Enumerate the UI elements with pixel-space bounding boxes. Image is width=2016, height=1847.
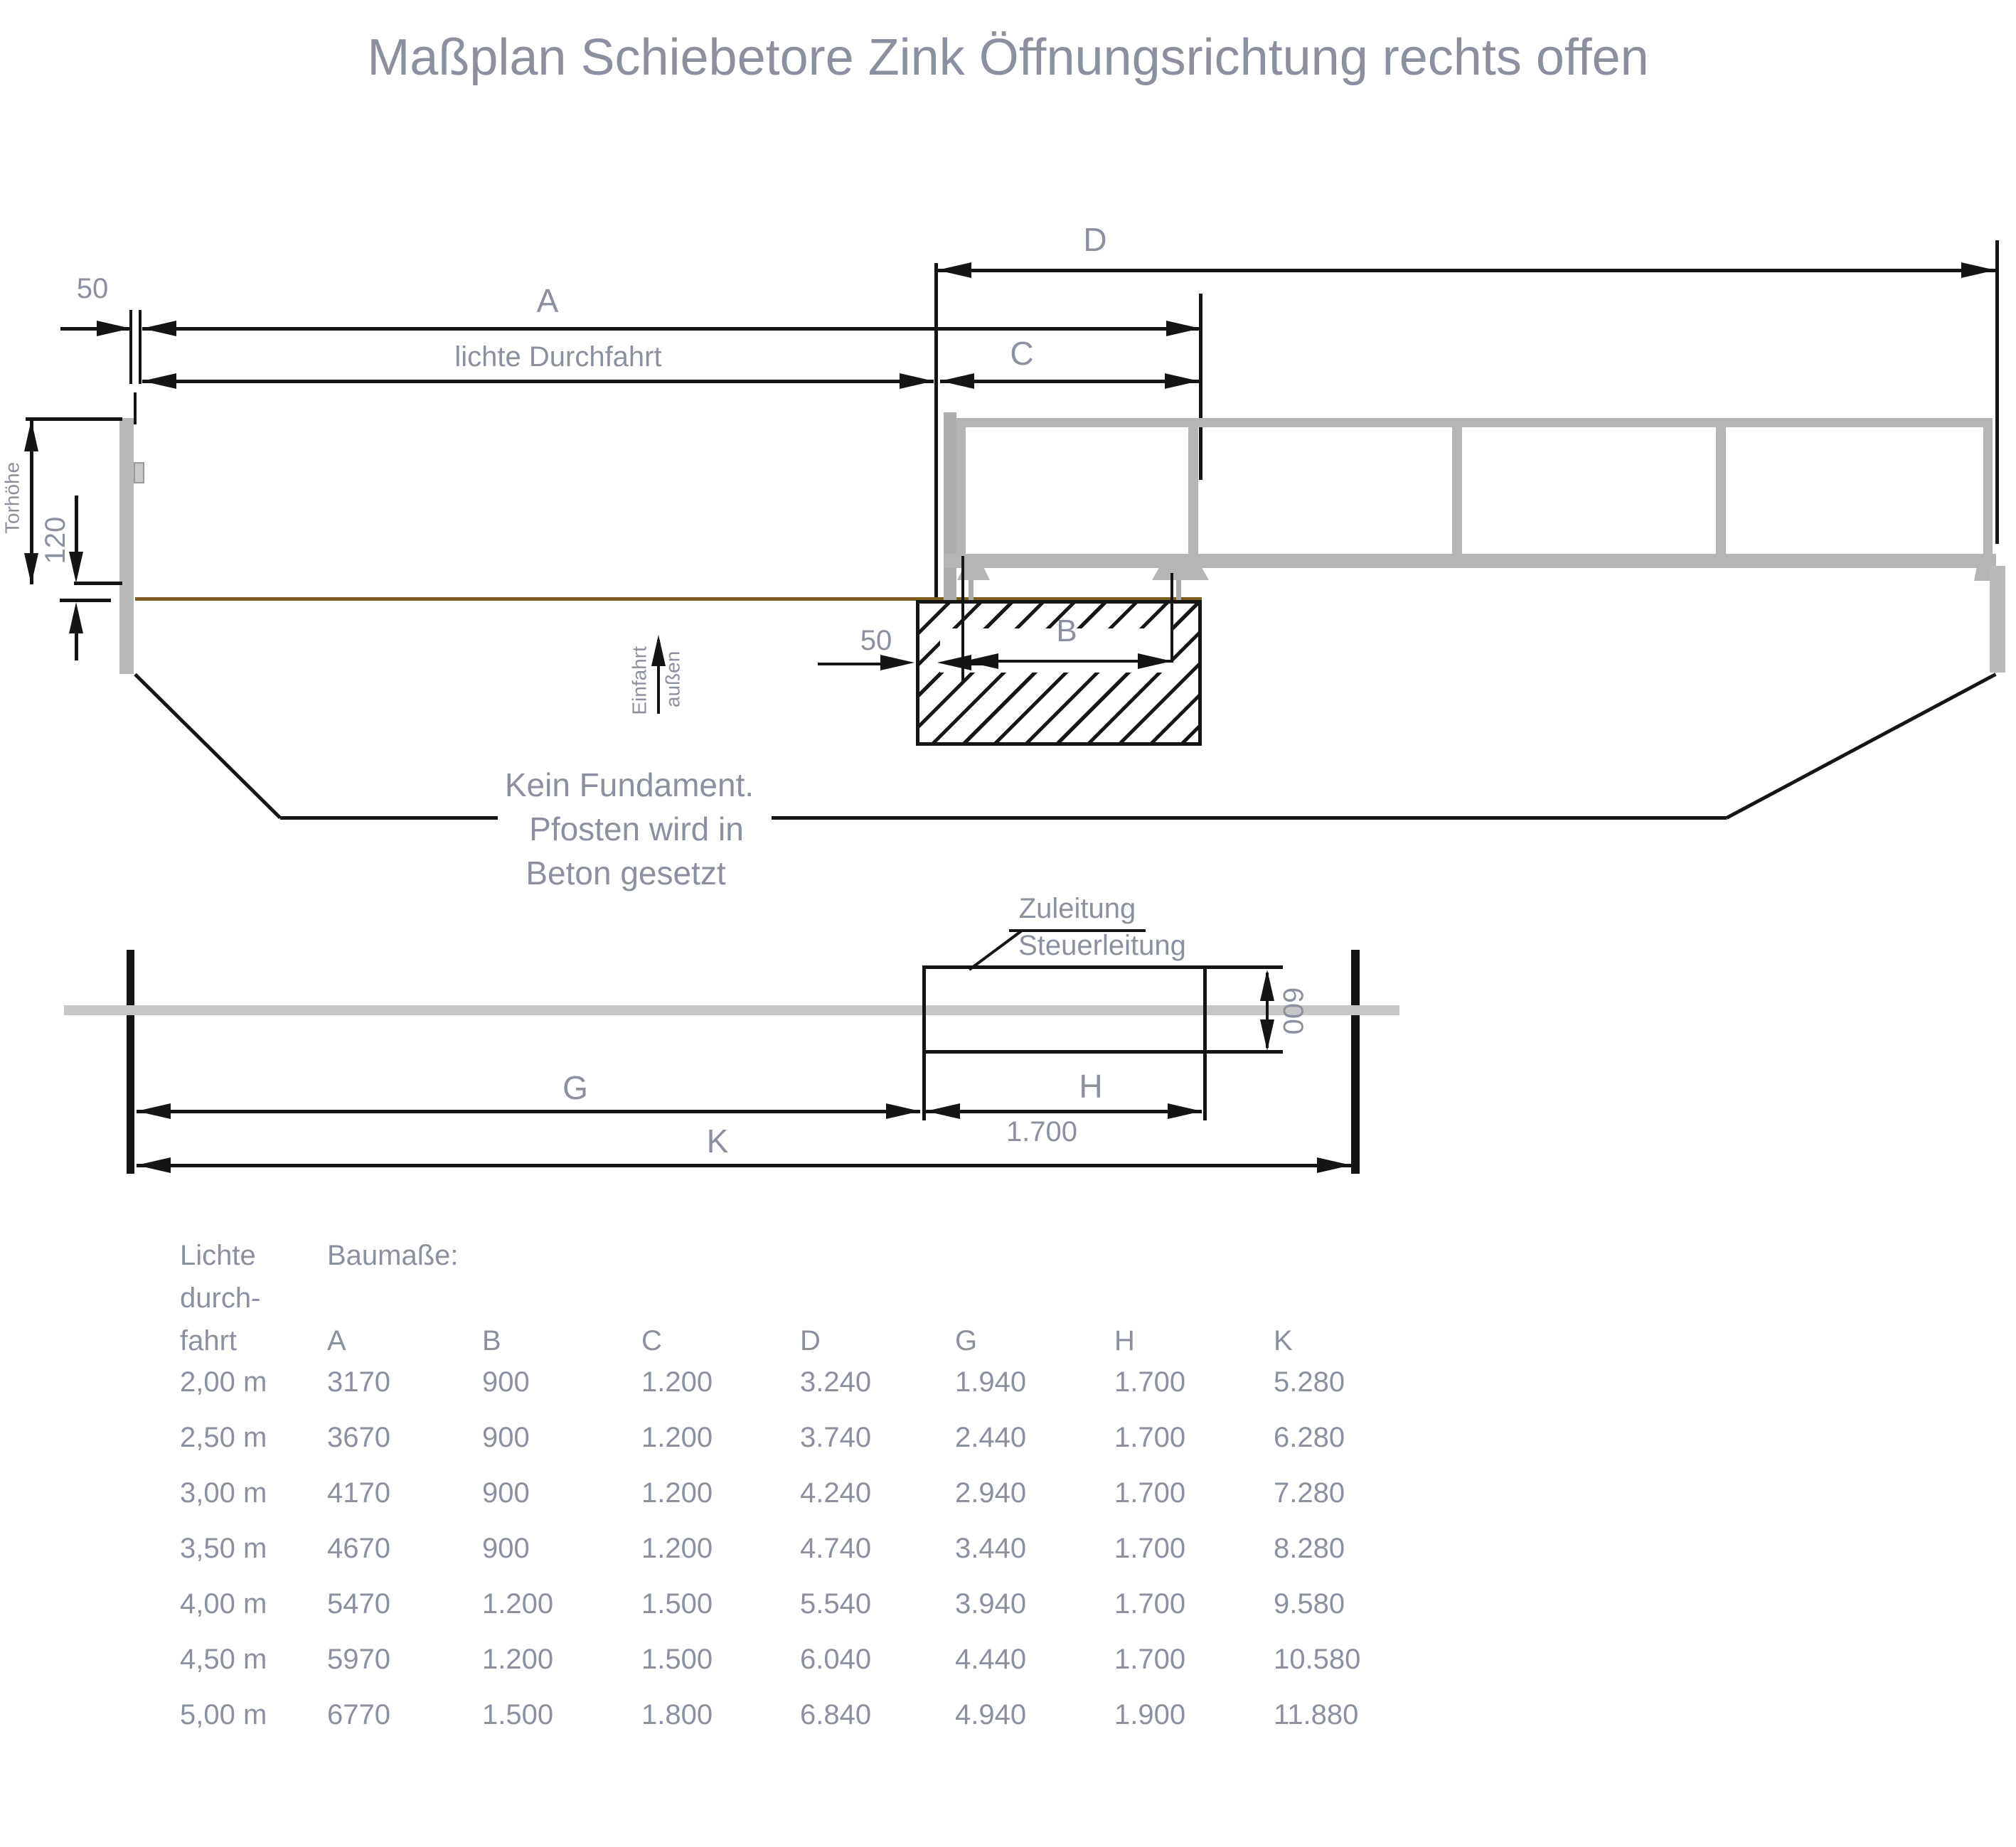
note-line-3: Beton gesetzt <box>526 855 726 892</box>
table-row-5-col-G: 4.440 <box>955 1644 1027 1675</box>
table-row-0-col-A: 3170 <box>327 1366 390 1398</box>
table-row-2-col-K: 7.280 <box>1274 1477 1345 1509</box>
label-aussen: außen <box>661 651 684 708</box>
table-header-lichte-line2: durch- <box>180 1283 261 1314</box>
table-column-header-A: A <box>327 1325 346 1356</box>
table-row-3-lichte: 3,50 m <box>180 1533 267 1564</box>
table-row-3-col-K: 8.280 <box>1274 1533 1345 1564</box>
table-row-6-col-A: 6770 <box>327 1699 390 1730</box>
table-row-5-col-D: 6.040 <box>800 1644 872 1675</box>
dim-label-c: C <box>1010 335 1034 372</box>
table-row-0-col-C: 1.200 <box>641 1366 713 1398</box>
table-row-0-col-H: 1.700 <box>1114 1366 1186 1398</box>
dim-label-d: D <box>1083 221 1107 258</box>
table-header-lichte-line1: Lichte <box>180 1240 256 1271</box>
page-title: Maßplan Schiebetore Zink Öffnungsrichtung rechts offen <box>367 29 1649 86</box>
table-row-0-col-K: 5.280 <box>1274 1366 1345 1398</box>
table-row-5-col-K: 10.580 <box>1274 1644 1361 1675</box>
label-steuerleitung: Steuerleitung <box>1018 930 1186 961</box>
table-column-header-C: C <box>641 1325 662 1356</box>
table-row-3-col-G: 3.440 <box>955 1533 1027 1564</box>
table-row-6-col-H: 1.900 <box>1114 1699 1186 1730</box>
table-row-3-col-H: 1.700 <box>1114 1533 1186 1564</box>
table-row-6-col-D: 6.840 <box>800 1699 872 1730</box>
label-zuleitung: Zuleitung <box>1018 893 1136 924</box>
table-row-5-lichte: 4,50 m <box>180 1644 267 1675</box>
table-row-5-col-H: 1.700 <box>1114 1644 1186 1675</box>
table-column-header-K: K <box>1274 1325 1293 1356</box>
table-row-4-col-B: 1.200 <box>482 1588 554 1620</box>
label-einfahrt: Einfahrt <box>628 646 651 715</box>
dim-label-a: A <box>536 282 559 319</box>
table-row-1-col-K: 6.280 <box>1274 1422 1345 1453</box>
table-row-4-col-H: 1.700 <box>1114 1588 1186 1620</box>
table-row-1-col-B: 900 <box>482 1422 530 1453</box>
table-row-4-col-D: 5.540 <box>800 1588 872 1620</box>
table-row-0-col-D: 3.240 <box>800 1366 872 1398</box>
table-row-3-col-B: 900 <box>482 1533 530 1564</box>
table-row-0-col-B: 900 <box>482 1366 530 1398</box>
table-row-6-col-G: 4.940 <box>955 1699 1027 1730</box>
table-row-3-col-D: 4.740 <box>800 1533 872 1564</box>
table-row-5-col-C: 1.500 <box>641 1644 713 1675</box>
table-row-2-col-G: 2.940 <box>955 1477 1027 1509</box>
dim-label-torhoehe: Torhöhe <box>1 461 23 534</box>
table-row-6-col-C: 1.800 <box>641 1699 713 1730</box>
dim-label-b: B <box>1056 614 1077 648</box>
table-row-1-lichte: 2,50 m <box>180 1422 267 1453</box>
table-row-6-col-K: 11.880 <box>1274 1699 1359 1730</box>
dim-label-k: K <box>706 1123 729 1160</box>
table-row-2-col-H: 1.700 <box>1114 1477 1186 1509</box>
note-line-2: Pfosten wird in <box>529 810 744 847</box>
table-row-3-col-C: 1.200 <box>641 1533 713 1564</box>
table-column-header-D: D <box>800 1325 821 1356</box>
table-row-2-col-B: 900 <box>482 1477 530 1509</box>
note-line-1: Kein Fundament. <box>504 766 754 803</box>
table-row-0-col-G: 1.940 <box>955 1366 1027 1398</box>
table-row-6-col-B: 1.500 <box>482 1699 554 1730</box>
dim-label-120: 120 <box>40 516 71 564</box>
table-row-1-col-H: 1.700 <box>1114 1422 1186 1453</box>
table-column-header-H: H <box>1114 1325 1135 1356</box>
table-row-5-col-A: 5970 <box>327 1644 390 1675</box>
dim-label-h: H <box>1079 1068 1103 1105</box>
table-row-3-col-A: 4670 <box>327 1533 390 1564</box>
dim-label-lichte-durchfahrt: lichte Durchfahrt <box>454 341 662 373</box>
table-header-baumasse: Baumaße: <box>327 1240 459 1271</box>
table-row-4-col-G: 3.940 <box>955 1588 1027 1620</box>
table-row-4-col-K: 9.580 <box>1274 1588 1345 1620</box>
table-row-6-lichte: 5,00 m <box>180 1699 267 1730</box>
dim-label-1700: 1.700 <box>1006 1116 1078 1147</box>
table-row-2-col-C: 1.200 <box>641 1477 713 1509</box>
table-row-2-lichte: 3,00 m <box>180 1477 267 1509</box>
table-row-1-col-A: 3670 <box>327 1422 390 1453</box>
table-row-1-col-G: 2.440 <box>955 1422 1027 1453</box>
table-row-4-lichte: 4,00 m <box>180 1588 267 1620</box>
dim-label-50-foundation: 50 <box>860 625 892 656</box>
dim-label-g: G <box>562 1069 588 1106</box>
table-column-header-B: B <box>482 1325 501 1356</box>
table-row-1-col-C: 1.200 <box>641 1422 713 1453</box>
table-row-2-col-D: 4.240 <box>800 1477 872 1509</box>
table-row-1-col-D: 3.740 <box>800 1422 872 1453</box>
table-row-0-lichte: 2,00 m <box>180 1366 267 1398</box>
table-header-lichte-line3: fahrt <box>180 1325 238 1356</box>
dim-label-600: 600 <box>1277 987 1308 1035</box>
table-row-2-col-A: 4170 <box>327 1477 390 1509</box>
table-column-header-G: G <box>955 1325 978 1356</box>
table-row-4-col-A: 5470 <box>327 1588 390 1620</box>
dim-label-50-post: 50 <box>76 273 109 304</box>
table-row-4-col-C: 1.500 <box>641 1588 713 1620</box>
table-row-5-col-B: 1.200 <box>482 1644 554 1675</box>
